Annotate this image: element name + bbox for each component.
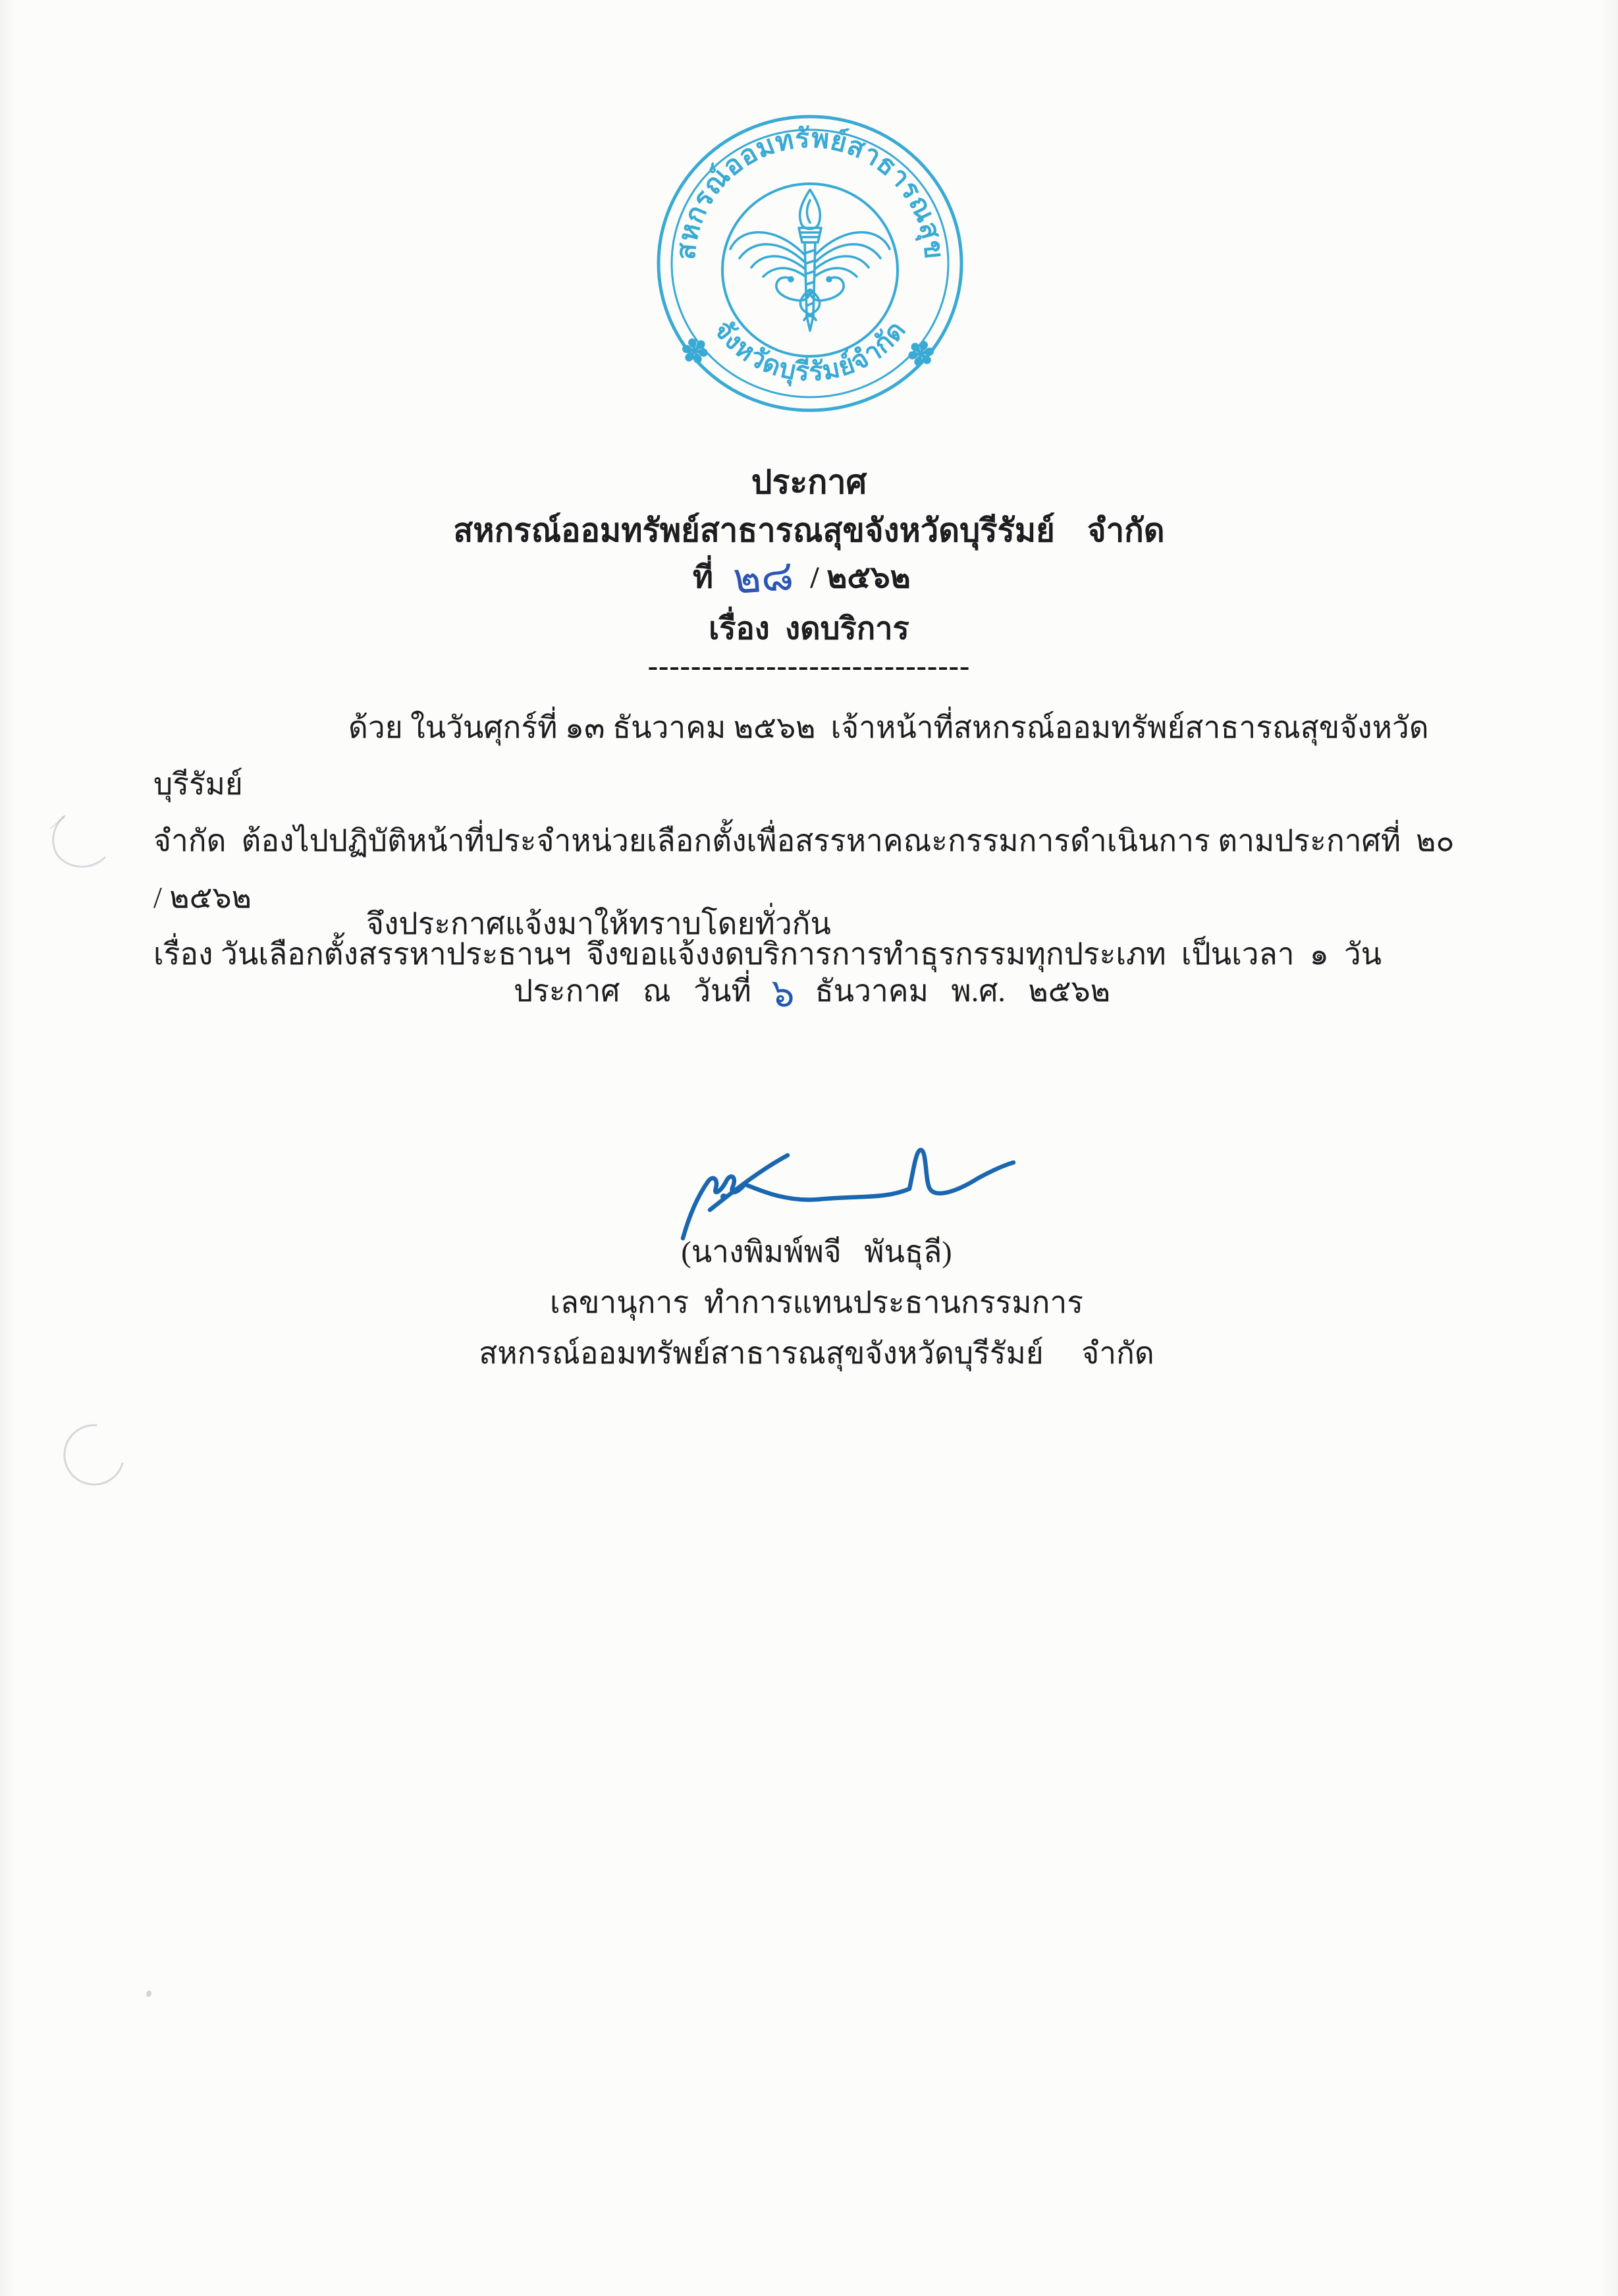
doc-number-year: / ๒๕๖๒ [810, 560, 911, 595]
signer-name: (นางพิมพ์พจี พันธุลี) [681, 1235, 952, 1269]
stamp-right-star-icon: ✽ [902, 332, 940, 376]
signer-role: เลขานุการ ทำการแทนประธานกรรมการ [550, 1286, 1083, 1319]
hole-punch-mark-bottom [57, 1420, 136, 1492]
handwritten-day: ๖ [769, 971, 797, 1016]
paper-speck [146, 1990, 153, 1998]
stamp-caduceus-emblem-icon [730, 190, 890, 331]
handwritten-doc-number: ๒๘ [732, 551, 796, 603]
doc-number-prefix: ที่ [693, 560, 713, 595]
organization-name-line: สหกรณ์ออมทรัพย์สาธารณสุขจังหวัดบุรีรัมย์ จำกัด [453, 512, 1165, 549]
cooperative-stamp [655, 113, 965, 414]
date-line [514, 967, 1110, 1015]
doc-number-line [693, 552, 911, 601]
date-line-suffix: ธันวาคม พ.ศ. ๒๕๖๒ [815, 974, 1111, 1008]
date-line-prefix: ประกาศ ณ วันที่ [514, 974, 751, 1008]
hole-punch-mark-top [36, 805, 128, 884]
stamp-top-arc-text: สหกรณ์ออมทรัพย์สาธารณสุข [670, 123, 950, 261]
signer-organization: สหกรณ์ออมทรัพย์สาธารณสุขจังหวัดบุรีรัมย์ จำกัด [479, 1336, 1154, 1370]
stamp-left-star-icon: ✽ [676, 329, 715, 373]
body-line: เรื่อง วันเลือกตั้งสรรหาประธานฯ จึงขอแจ้งงดบริการการทำธุรกรรมทุกประเภท เป็นเวลา ๑ วัน [153, 937, 1382, 971]
divider-dashes: ------------------------------ [647, 649, 971, 682]
stamp-graphic [655, 113, 965, 414]
signer-block [310, 1226, 1324, 1379]
closing-line: จึงประกาศแจ้งมาให้ทราบโดยทั่วกัน [366, 907, 831, 941]
body-line: จำกัด ต้องไปปฏิบัติหน้าที่ประจำหน่วยเลือกตั้งเพื่อสรรหาคณะกรรมการดำเนินการ ตามประกาศที่ ๒๐ / ๒๕๖๒ [153, 824, 1462, 914]
announcement-title: ประกาศ [751, 464, 867, 501]
stamp-bottom-arc-text: จังหวัดบุรีรัมย์จำกัด [708, 315, 912, 387]
subject-line: เรื่อง งดบริการ [709, 612, 909, 646]
body-line: ด้วย ในวันศุกร์ที่ ๑๓ ธันวาคม ๒๕๖๒ เจ้าหน้าที่สหกรณ์ออมทรัพย์สาธารณสุขจังหวัดบุรีรัมย์ [153, 711, 1429, 801]
